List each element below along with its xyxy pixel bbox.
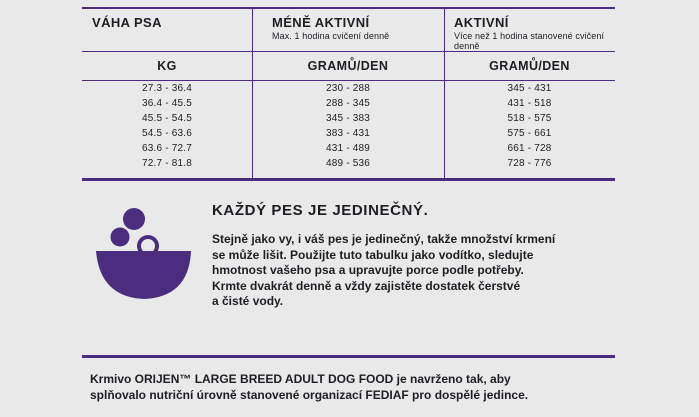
- footer-divider: [82, 355, 615, 358]
- column-less-active-values: [252, 81, 444, 171]
- table-header-divider: [82, 51, 615, 52]
- food-bowl-icon: [92, 197, 202, 307]
- table-bottom-line: [82, 178, 615, 181]
- column-active-values: [444, 81, 615, 171]
- col-active-title: AKTIVNÍ: [454, 15, 509, 30]
- col-weight-title: VÁHA PSA: [92, 15, 162, 30]
- info-line: a čisté vody.: [212, 294, 284, 308]
- info-line: hmotnost vašeho psa a upravujte porce podle potřeby.: [212, 263, 524, 277]
- col-active-subtitle: Více než 1 hodina stanovené cvičení denně: [454, 31, 605, 51]
- table-cell-active: 728 - 776: [507, 158, 552, 169]
- table-cell-less-active: 431 - 489: [325, 143, 371, 154]
- footer-line: splňovalo nutriční úrovně stanovené organizací FEDIAF pro dospělé jedince.: [90, 388, 529, 402]
- table-cell-less-active: 489 - 536: [325, 158, 371, 169]
- table-cell-kg: 45.5 - 54.5: [141, 113, 192, 124]
- table-cell-active: 661 - 728: [507, 143, 552, 154]
- table-cell-active: 345 - 431: [507, 83, 552, 94]
- table-cell-kg: 36.4 - 45.5: [141, 98, 192, 109]
- table-cell-less-active: 345 - 383: [325, 113, 371, 124]
- table-cell-kg: 27.3 - 36.4: [141, 83, 192, 94]
- column-weight-values: [82, 81, 252, 171]
- info-line: Stejně jako vy, i váš pes je jedinečný, takže množství krmení: [212, 232, 556, 246]
- footer-note: [90, 371, 528, 403]
- col-active-unit: GRAMŮ/DEN: [489, 59, 570, 73]
- info-line: se může lišit. Použijte tuto tabulku jako vodítko, sledujte: [212, 247, 534, 262]
- col-less-active-subtitle: Max. 1 hodina cvičení denně: [272, 31, 390, 41]
- table-top-line: [82, 7, 615, 9]
- info-title: KAŽDÝ PES JE JEDINEČNÝ.: [212, 202, 429, 219]
- table-cell-active: 518 - 575: [507, 113, 552, 124]
- table-cell-kg: 54.5 - 63.6: [141, 128, 192, 139]
- table-cell-kg: 72.7 - 81.8: [141, 158, 192, 169]
- table-cell-less-active: 288 - 345: [325, 98, 371, 109]
- table-cell-less-active: 230 - 288: [325, 83, 371, 94]
- info-line: Krmte dvakrát denně a vždy zajistěte dostatek čerstvé: [212, 278, 521, 293]
- col-less-active-unit: GRAMŮ/DEN: [307, 59, 389, 73]
- col-less-active-title: MÉNĚ AKTIVNÍ: [272, 15, 370, 30]
- table-cell-less-active: 383 - 431: [325, 128, 371, 139]
- col-weight-unit: KG: [157, 59, 177, 73]
- footer-line: Krmivo ORIJEN™ LARGE BREED ADULT DOG FOOD je navrženo tak, aby: [90, 372, 511, 386]
- table-cell-active: 431 - 518: [507, 98, 552, 109]
- info-paragraph: [212, 232, 612, 310]
- table-cell-active: 575 - 661: [507, 128, 552, 139]
- table-cell-kg: 63.6 - 72.7: [141, 143, 192, 154]
